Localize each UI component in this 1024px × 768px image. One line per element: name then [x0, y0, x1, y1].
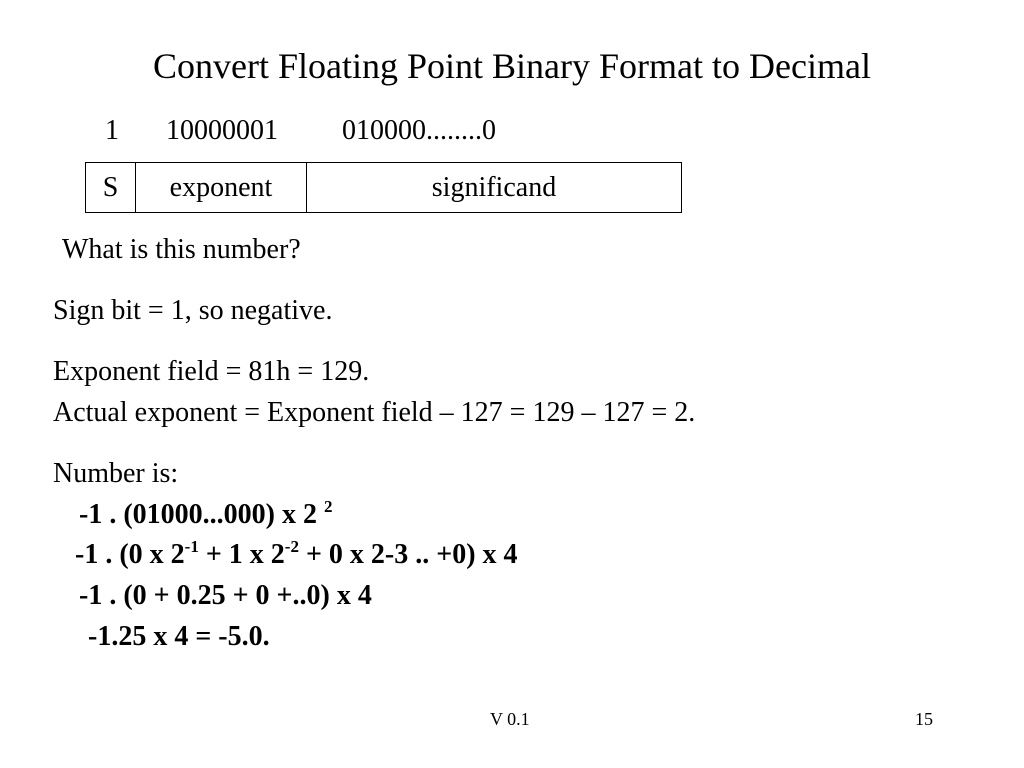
format-exponent-cell: exponent — [136, 163, 307, 212]
calc-step-1-text: -1 . (01000...000) x 2 — [79, 499, 324, 530]
footer-page-number: 15 — [915, 709, 933, 729]
exponent-bits-value: 10000001 — [166, 115, 278, 146]
calc-step-2-exponent-2: -2 — [284, 537, 299, 556]
significand-bits-value: 010000........0 — [342, 115, 496, 146]
slide-title: Convert Floating Point Binary Format to Decimal — [153, 46, 871, 86]
calc-step-2 — [75, 538, 518, 575]
calc-step-2-part-a: -1 . (0 x 2 — [75, 539, 185, 570]
number-is-label: Number is: — [53, 458, 179, 489]
format-sign-cell: S — [86, 163, 136, 212]
calc-step-2-part-c: + 0 x 2-3 .. +0) x 4 — [298, 539, 518, 570]
calc-step-2-exponent-1: -1 — [184, 537, 199, 556]
calc-step-3: -1 . (0 + 0.25 + 0 +..0) x 4 — [79, 580, 372, 611]
calc-step-2-part-b: + 1 x 2 — [198, 539, 285, 570]
calc-step-4: -1.25 x 4 = -5.0. — [88, 621, 270, 652]
calc-step-1-exponent: 2 — [323, 497, 333, 516]
sign-bit-value: 1 — [105, 115, 119, 146]
sign-explanation: Sign bit = 1, so negative. — [53, 295, 333, 326]
actual-exponent-explanation: Actual exponent = Exponent field – 127 = 129 – 127 = 2. — [53, 397, 696, 428]
calc-step-1 — [79, 498, 332, 535]
footer-version: V 0.1 — [490, 709, 530, 729]
format-significand-cell: significand — [431, 171, 557, 203]
float-format-table — [85, 162, 682, 213]
exponent-field-explanation: Exponent field = 81h = 129. — [53, 356, 370, 387]
question-text: What is this number? — [62, 234, 301, 265]
